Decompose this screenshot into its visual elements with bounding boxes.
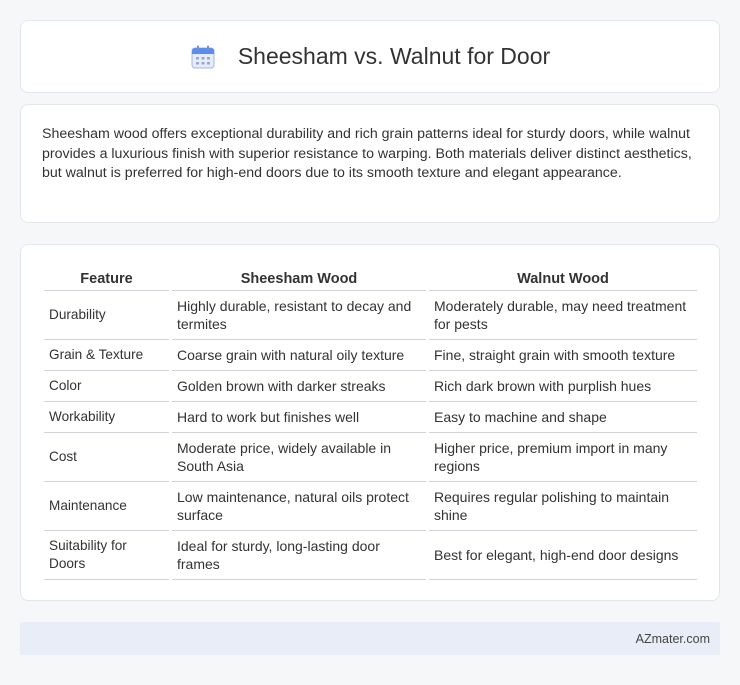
feature-cell: Cost — [44, 433, 169, 482]
walnut-cell: Rich dark brown with purplish hues — [429, 371, 697, 402]
walnut-cell: Fine, straight grain with smooth texture — [429, 340, 697, 371]
walnut-cell: Best for elegant, high-end door designs — [429, 531, 697, 580]
walnut-cell: Moderately durable, may need treatment for pests — [429, 291, 697, 340]
table-row — [44, 291, 697, 340]
column-header-sheesham: Sheesham Wood — [172, 265, 426, 291]
table-header-row — [44, 265, 697, 291]
comparison-card — [20, 244, 720, 601]
page-title: Sheesham vs. Walnut for Door — [237, 43, 551, 69]
intro-card — [20, 104, 720, 223]
calendar-icon — [190, 44, 216, 70]
footer-brand: AZmater.com — [635, 631, 710, 646]
comparison-table — [41, 265, 700, 580]
sheesham-cell: Highly durable, resistant to decay and termites — [172, 291, 426, 340]
table-row — [44, 531, 697, 580]
sheesham-cell: Hard to work but finishes well — [172, 402, 426, 433]
table-row — [44, 402, 697, 433]
sheesham-cell: Low maintenance, natural oils protect surface — [172, 482, 426, 531]
intro-paragraph: Sheesham wood offers exceptional durability and rich grain patterns ideal for sturdy doors, while walnut provides a luxurious finish with superior resistance to warping. Both materials deliver distinct aesthetics, but walnut is preferred for high-end doors due to its smooth texture and elegant appearance. — [42, 126, 692, 181]
table-row — [44, 433, 697, 482]
feature-cell: Suitability for Doors — [44, 531, 169, 580]
sheesham-cell: Coarse grain with natural oily texture — [172, 340, 426, 371]
feature-cell: Color — [44, 371, 169, 402]
column-header-feature: Feature — [44, 265, 169, 291]
walnut-cell: Higher price, premium import in many regions — [429, 433, 697, 482]
footer-bar — [20, 622, 720, 655]
column-header-walnut: Walnut Wood — [429, 265, 697, 291]
feature-cell: Grain & Texture — [44, 340, 169, 371]
feature-cell: Workability — [44, 402, 169, 433]
feature-cell: Maintenance — [44, 482, 169, 531]
feature-cell: Durability — [44, 291, 169, 340]
header-card — [20, 20, 720, 93]
table-row — [44, 371, 697, 402]
table-row — [44, 340, 697, 371]
title-wrap — [190, 43, 550, 70]
sheesham-cell: Golden brown with darker streaks — [172, 371, 426, 402]
sheesham-cell: Ideal for sturdy, long-lasting door frames — [172, 531, 426, 580]
table-row — [44, 482, 697, 531]
sheesham-cell: Moderate price, widely available in South Asia — [172, 433, 426, 482]
walnut-cell: Requires regular polishing to maintain shine — [429, 482, 697, 531]
walnut-cell: Easy to machine and shape — [429, 402, 697, 433]
